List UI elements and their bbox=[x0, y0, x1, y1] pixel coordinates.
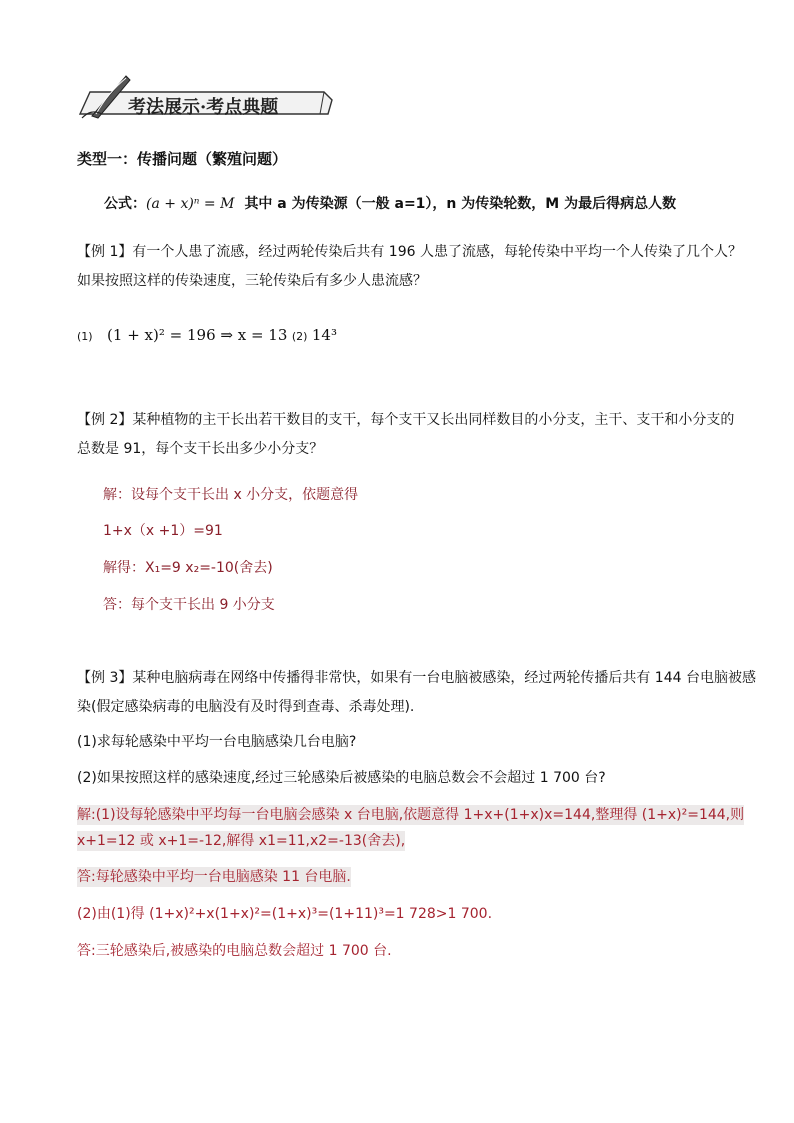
example-3-solution-1 bbox=[77, 804, 744, 824]
example-2-line-1: 【例 2】某种植物的主干长出若干数目的支干，每个支干又长出同样数目的小分支，主干、支干和小分支的 bbox=[77, 412, 735, 428]
example-3-line-2: 染(假定感染病毒的电脑没有及时得到查毒、杀毒处理). bbox=[77, 699, 415, 715]
formula-math: (a + x)ⁿ = M bbox=[146, 196, 235, 212]
example-3-answer-1 bbox=[77, 866, 351, 886]
example-1-line-1: 【例 1】有一个人患了流感，经过两轮传染后共有 196 人患了流感，每轮传染中平均一个人传染了几个人？ bbox=[77, 244, 742, 260]
formula-description: 其中 a 为传染源（一般 a=1），n 为传染轮数，M 为最后得病总人数 bbox=[244, 196, 677, 212]
example-3-solution-3: (2)由(1)得 (1+x)²+x(1+x)²=(1+x)³=(1+11)³=1 728>1 700. bbox=[77, 906, 493, 922]
banner-title: 考法展示·考点典题 bbox=[128, 97, 279, 118]
answer-1-label: (1) bbox=[77, 330, 93, 343]
highlight-answer-1: 答:每轮感染中平均一台电脑感染 11 台电脑. bbox=[77, 869, 351, 885]
example-3-answer-2: 答:三轮感染后,被感染的电脑总数会超过 1 700 台. bbox=[77, 943, 392, 959]
answer-2-label: (2) bbox=[291, 330, 308, 343]
example-2-solution-3: 解得：X₁=9 x₂=-10(舍去) bbox=[103, 560, 273, 576]
example-1-answer bbox=[77, 326, 337, 344]
example-2-question bbox=[77, 406, 737, 464]
example-1-question bbox=[77, 238, 742, 296]
example-2-answer: 答：每个支干长出 9 小分支 bbox=[103, 597, 275, 613]
section-heading: 类型一：传播问题（繁殖问题） bbox=[77, 150, 288, 168]
example-3-line-1: 【例 3】某种电脑病毒在网络中传播得非常快，如果有一台电脑被感染，经过两轮传播后共有 144 台电脑被感 bbox=[77, 670, 756, 686]
formula-label: 公式： bbox=[104, 196, 146, 212]
answer-2-math: 14³ bbox=[311, 326, 337, 344]
example-2-line-2: 总数是 91，每个支干长出多少小分支？ bbox=[77, 441, 324, 457]
example-3-solution-2 bbox=[77, 830, 405, 850]
example-3-question bbox=[77, 664, 756, 722]
example-3-question-1: (1)求每轮感染中平均一台电脑感染几台电脑? bbox=[77, 734, 357, 750]
example-1-line-2: 如果按照这样的传染速度，三轮传染后有多少人患流感？ bbox=[77, 273, 427, 289]
formula-line bbox=[104, 193, 676, 213]
example-2-solution-2: 1+x（x +1）=91 bbox=[103, 523, 223, 539]
highlight-solution-2: x+1=12 或 x+1=-12,解得 x1=11,x2=-13(舍去), bbox=[77, 833, 406, 849]
example-3-question-2: (2)如果按照这样的感染速度,经过三轮感染后被感染的电脑总数会不会超过 1 700 台? bbox=[77, 770, 606, 786]
example-2-solution-1: 解：设每个支干长出 x 小分支，依题意得 bbox=[103, 487, 359, 503]
highlight-solution-1: 解:(1)设每轮感染中平均每一台电脑会感染 x 台电脑,依题意得 1+x+(1+x)x=144,整理得 (1+x)²=144,则 bbox=[77, 807, 745, 823]
answer-1-math: (1 + x)² = 196 ⇒ x = 13 bbox=[107, 326, 288, 344]
